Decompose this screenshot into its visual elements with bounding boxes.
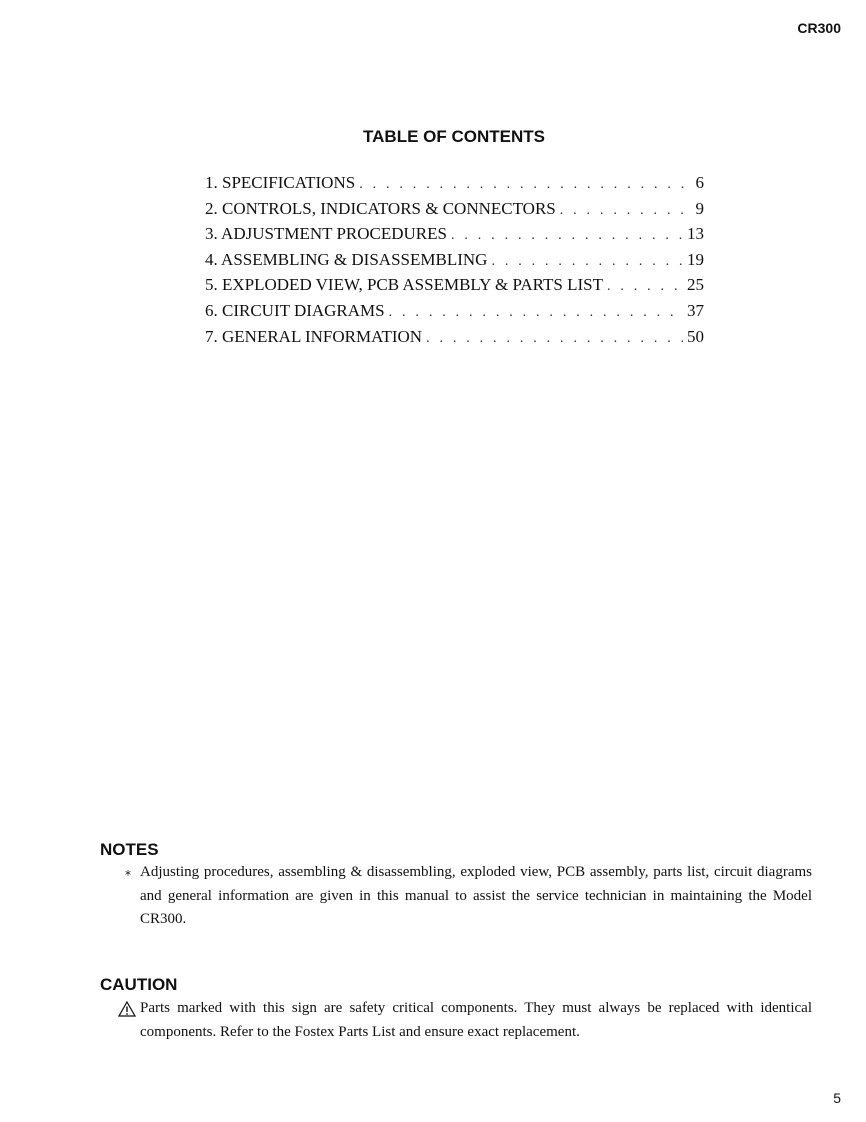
toc-entry-label: 7. GENERAL INFORMATION [205,326,423,346]
toc-dot-leader [607,279,683,295]
toc-dot-leader [426,331,683,347]
toc-entry[interactable] [205,199,704,225]
toc-entry[interactable] [205,173,704,199]
toc-entry-page: 13 [687,224,704,244]
toc-entry[interactable] [205,301,704,327]
toc-entry-label: 6. CIRCUIT DIAGRAMS [205,300,385,320]
toc-entry-page: 37 [687,300,704,320]
toc-entry[interactable] [205,224,704,250]
caution-paragraph [122,997,812,1044]
toc-entry-label: 1. SPECIFICATIONS [205,173,356,192]
model-id: CR300 [797,20,841,36]
toc-title: TABLE OF CONTENTS [363,127,545,146]
toc-entry-page: 19 [687,249,704,269]
toc-entry[interactable] [205,275,704,301]
toc-dot-leader [359,177,691,193]
notes-heading: NOTES [100,840,159,859]
toc-dot-leader [491,254,683,270]
toc-entry-page: 25 [687,275,704,295]
toc-entry-label: 5. EXPLODED VIEW, PCB ASSEMBLY & PARTS LIST [205,275,603,295]
toc-dot-leader [389,305,683,321]
toc-entry-page: 50 [687,326,704,346]
toc-entry-page: 6 [695,173,704,192]
toc-entry-label: 4. ASSEMBLING & DISASSEMBLING [205,249,488,269]
page-number: 5 [833,1090,841,1106]
notes-text: Adjusting procedures, assembling & disassembling, exploded view, PCB assembly, parts list, circuit diagrams and general information are given in this manual to assist the service technician in maintaining the Model CR300. [140,864,812,927]
toc-dot-leader [560,203,692,219]
toc-list [205,173,704,352]
asterisk-icon: * [125,868,131,882]
toc-entry[interactable] [205,250,704,276]
toc-dot-leader [451,228,683,244]
toc-entry[interactable] [205,327,704,353]
warning-triangle-icon [118,1001,136,1026]
toc-entry-label: 2. CONTROLS, INDICATORS & CONNECTORS [205,198,556,218]
caution-text: Parts marked with this sign are safety critical components. They must always be replaced with identical components. Refer to the Fostex Parts List and ensure exact replacement. [140,1000,812,1040]
notes-paragraph [122,861,812,932]
toc-entry-page: 9 [695,198,704,218]
toc-entry-label: 3. ADJUSTMENT PROCEDURES [205,224,447,244]
caution-heading: CAUTION [100,975,178,994]
